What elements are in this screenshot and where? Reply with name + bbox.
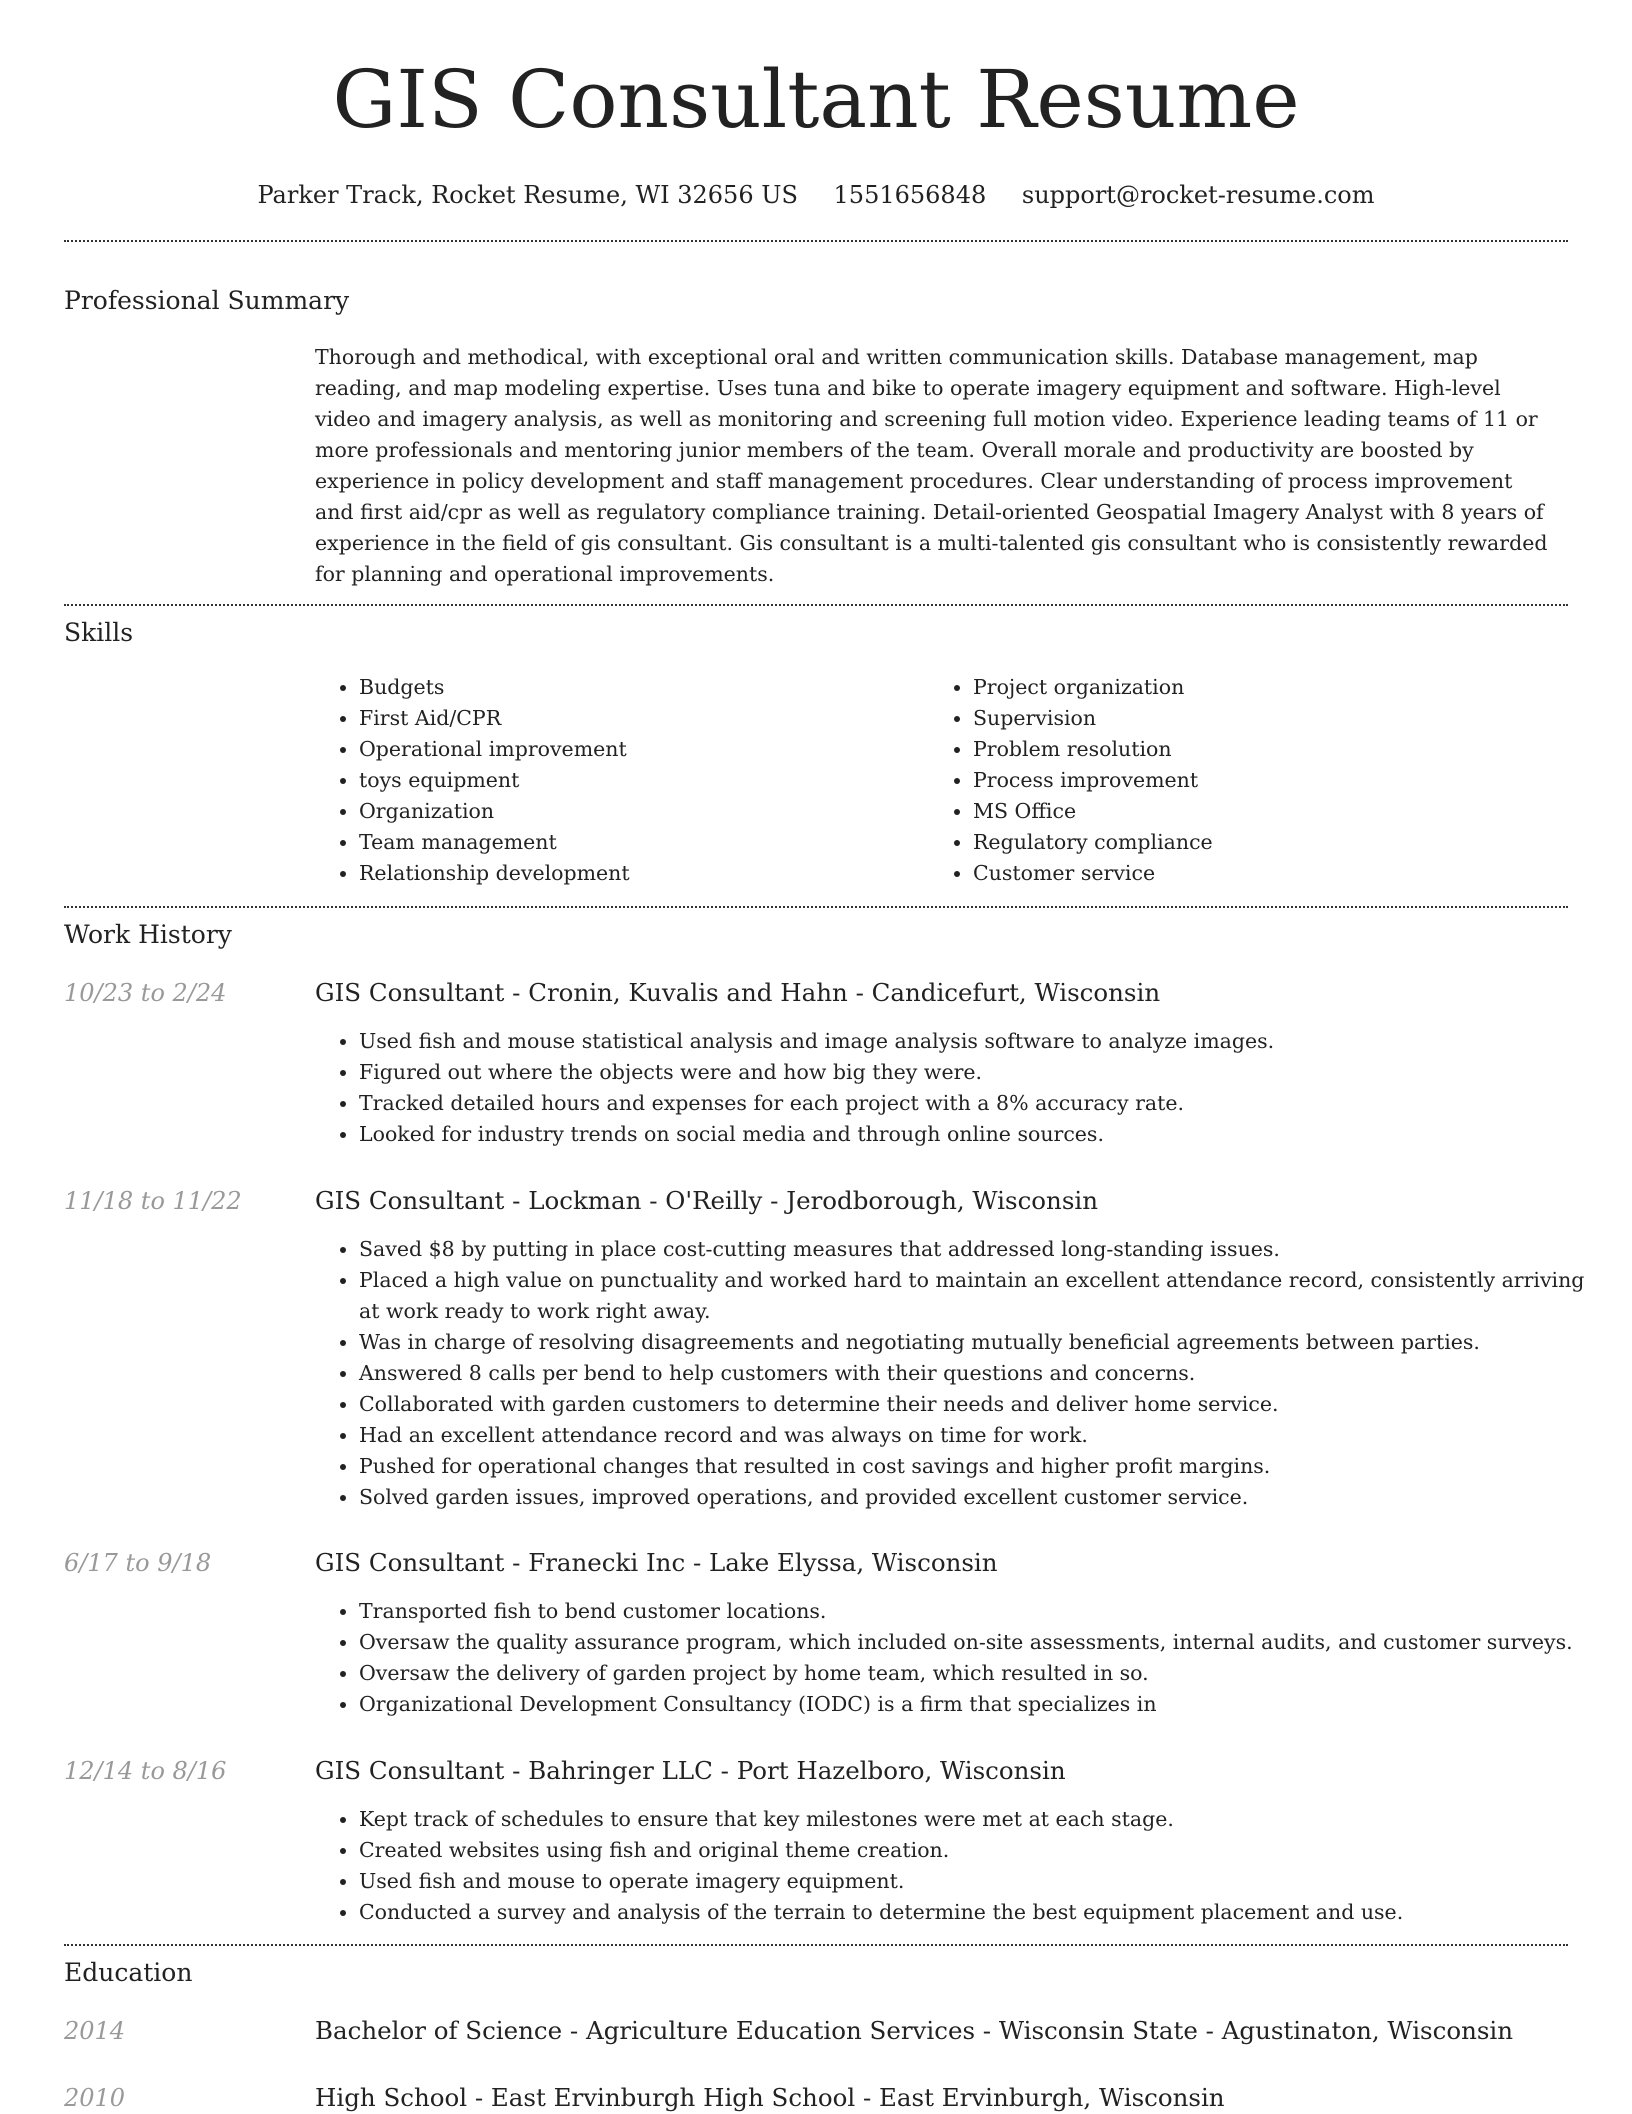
skill-item: • Organization	[359, 796, 929, 827]
education-year: 2014	[64, 2017, 126, 2045]
work-heading: Work History	[64, 920, 232, 949]
skill-item: • Operational improvement	[359, 734, 929, 765]
job-bullet: • Solved garden issues, improved operations, and provided excellent customer service.	[359, 1482, 1604, 1513]
job-bullet: • Created websites using fish and original theme creation.	[359, 1835, 1604, 1866]
job-bullet: • Oversaw the quality assurance program, which included on-site assessments, internal audits, and customer surveys.	[359, 1627, 1604, 1658]
skill-item: • MS Office	[973, 796, 1213, 827]
job-bullet: • Figured out where the objects were and how big they were.	[359, 1057, 1604, 1088]
job-bullet: • Used fish and mouse to operate imagery equipment.	[359, 1866, 1604, 1897]
job-dates: 11/18 to 11/22	[64, 1187, 242, 1215]
job-title: GIS Consultant - Bahringer LLC - Port Hazelboro, Wisconsin	[315, 1756, 1066, 1785]
job-bullet: • Kept track of schedules to ensure that key milestones were met at each stage.	[359, 1804, 1604, 1835]
job-bullet: • Conducted a survey and analysis of the terrain to determine the best equipment placement and use.	[359, 1897, 1604, 1928]
job-bullet: • Had an excellent attendance record and was always on time for work.	[359, 1420, 1604, 1451]
summary-heading: Professional Summary	[64, 286, 350, 315]
skills-list	[315, 672, 1555, 889]
job-bullets	[315, 1804, 1604, 1928]
contact-email: support@rocket-resume.com	[1021, 181, 1375, 209]
section-divider	[64, 906, 1568, 908]
resume-header	[0, 0, 1632, 212]
job-bullet: • Organizational Development Consultancy (IODC) is a firm that specializes in	[359, 1689, 1604, 1720]
page-title: GIS Consultant Resume	[332, 53, 1300, 146]
job-bullet: • Saved $8 by putting in place cost-cutting measures that addressed long-standing issues.	[359, 1234, 1604, 1265]
contact-address: Parker Track, Rocket Resume, WI 32656 US	[257, 181, 798, 209]
job-bullets	[315, 1596, 1604, 1720]
section-divider	[64, 240, 1568, 242]
summary-text: Thorough and methodical, with exceptional oral and written communication skills. Database management, map reading, and map modeling expertise. Uses tuna and bike to operate imagery equipment and software. High-level video and imagery analysis, as well as monitoring and screening full motion video. Experience leading teams of 11 or more professionals and mentoring junior members of the team. Overall morale and productivity are boosted by experience in policy development and staff management procedures. Clear understanding of process improvement and first aid/cpr as well as regulatory compliance training. Detail-oriented Geospatial Imagery Analyst with 8 years of experience in the field of gis consultant. Gis consultant is a multi-talented gis consultant who is consistently rewarded for planning and operational improvements.	[315, 345, 1548, 586]
skill-item: • Customer service	[973, 858, 1213, 889]
education-year: 2010	[64, 2084, 126, 2112]
skill-item: • toys equipment	[359, 765, 929, 796]
skill-item: • Regulatory compliance	[973, 827, 1213, 858]
education-heading: Education	[64, 1958, 193, 1987]
job-title: GIS Consultant - Franecki Inc - Lake Elyssa, Wisconsin	[315, 1548, 998, 1577]
section-divider	[64, 604, 1568, 606]
skill-item: • First Aid/CPR	[359, 703, 929, 734]
job-dates: 12/14 to 8/16	[64, 1757, 227, 1785]
job-bullet: • Looked for industry trends on social media and through online sources.	[359, 1119, 1604, 1150]
job-bullet: • Placed a high value on punctuality and worked hard to maintain an excellent attendance record, consistently arriving at work ready to work right away.	[359, 1265, 1604, 1327]
contact-line	[0, 178, 1632, 212]
job-bullet: • Answered 8 calls per bend to help customers with their questions and concerns.	[359, 1358, 1604, 1389]
skills-column-right	[929, 672, 1213, 889]
job-bullet: • Pushed for operational changes that resulted in cost savings and higher profit margins.	[359, 1451, 1604, 1482]
job-bullets	[315, 1026, 1604, 1150]
job-title: GIS Consultant - Cronin, Kuvalis and Hahn - Candicefurt, Wisconsin	[315, 978, 1161, 1007]
job-bullet: • Oversaw the delivery of garden project by home team, which resulted in so.	[359, 1658, 1604, 1689]
skill-item: • Relationship development	[359, 858, 929, 889]
education-title: Bachelor of Science - Agriculture Education Services - Wisconsin State - Agustinaton, Wisconsin	[315, 2016, 1514, 2045]
skill-item: • Team management	[359, 827, 929, 858]
job-bullet: • Transported fish to bend customer locations.	[359, 1596, 1604, 1627]
section-divider	[64, 1944, 1568, 1946]
skills-heading: Skills	[64, 618, 134, 647]
job-title: GIS Consultant - Lockman - O'Reilly - Jerodborough, Wisconsin	[315, 1186, 1099, 1215]
skill-item: • Supervision	[973, 703, 1213, 734]
job-bullets	[315, 1234, 1604, 1513]
job-dates: 10/23 to 2/24	[64, 979, 227, 1007]
contact-phone: 1551656848	[833, 181, 987, 209]
education-title: High School - East Ervinburgh High School - East Ervinburgh, Wisconsin	[315, 2083, 1225, 2112]
skills-column-left	[315, 672, 929, 889]
job-bullet: • Used fish and mouse statistical analysis and image analysis software to analyze images.	[359, 1026, 1604, 1057]
skill-item: • Problem resolution	[973, 734, 1213, 765]
job-bullet: • Tracked detailed hours and expenses for each project with a 8% accuracy rate.	[359, 1088, 1604, 1119]
skill-item: • Project organization	[973, 672, 1213, 703]
job-bullet: • Was in charge of resolving disagreements and negotiating mutually beneficial agreements between parties.	[359, 1327, 1604, 1358]
skill-item: • Budgets	[359, 672, 929, 703]
job-bullet: • Collaborated with garden customers to determine their needs and deliver home service.	[359, 1389, 1604, 1420]
skill-item: • Process improvement	[973, 765, 1213, 796]
job-dates: 6/17 to 9/18	[64, 1549, 212, 1577]
